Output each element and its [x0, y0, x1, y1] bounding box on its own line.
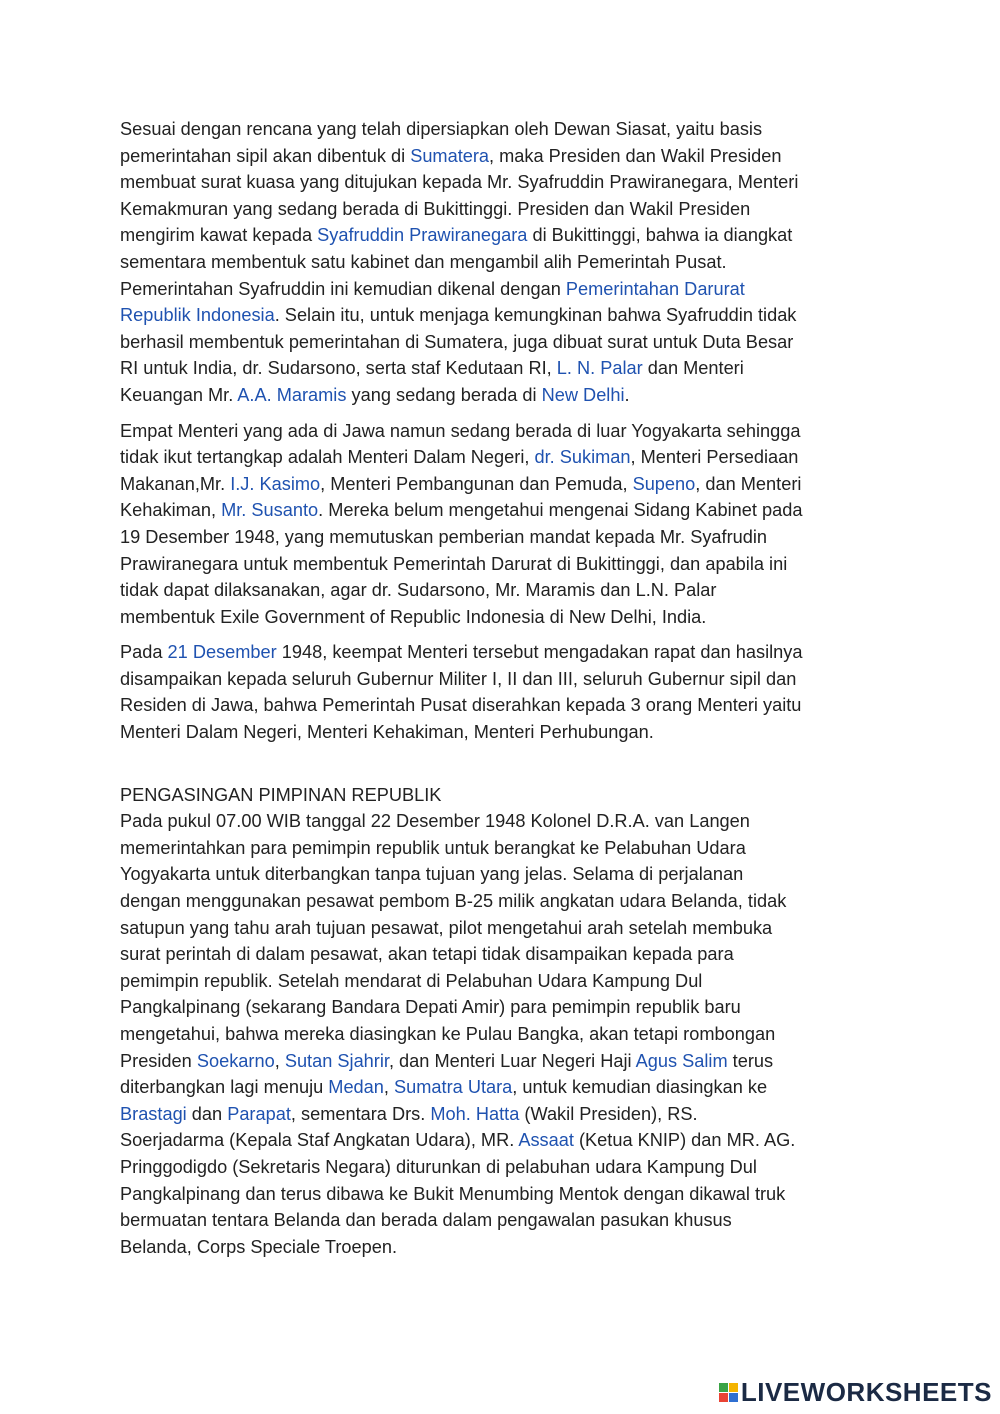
- text-run: Pangkalpinang (sekarang Bandara Depati Amir) para pemimpin republik baru: [120, 997, 741, 1018]
- text-line: [120, 249, 892, 276]
- text-run: membuat surat kuasa yang ditujukan kepada Mr. Syafruddin Prawiranegara, Menteri: [120, 172, 799, 193]
- logo-square-red: [719, 1393, 728, 1402]
- text-line: [120, 604, 892, 631]
- text-line: [120, 994, 892, 1021]
- hyperlink[interactable]: Syafruddin Prawiranegara: [317, 225, 528, 246]
- text-line: [120, 968, 892, 995]
- text-run: membentuk Exile Government of Republic Indonesia di New Delhi, India.: [120, 606, 707, 627]
- text-run: , dan Menteri Luar Negeri Haji: [388, 1050, 636, 1071]
- text-line: [120, 1181, 892, 1208]
- text-run: , sementara Drs.: [290, 1103, 431, 1124]
- text-line: [120, 551, 892, 578]
- text-run: diterbangkan lagi menuju: [120, 1077, 329, 1098]
- hyperlink[interactable]: A.A. Maramis: [237, 384, 347, 405]
- text-line: [120, 196, 892, 223]
- text-line: [120, 1154, 892, 1181]
- hyperlink[interactable]: Soekarno: [196, 1050, 275, 1071]
- hyperlink[interactable]: Republik Indonesia: [120, 305, 275, 326]
- text-run: surat perintah di dalam pesawat, akan tetapi tidak disampaikan kepada para: [120, 944, 734, 965]
- text-line: [120, 444, 892, 471]
- text-line: [120, 302, 892, 329]
- text-run: (Wakil Presiden), RS.: [519, 1103, 698, 1124]
- hyperlink[interactable]: 21 Desember: [167, 642, 277, 663]
- paragraph: [120, 116, 892, 409]
- hyperlink[interactable]: Sumatera: [410, 145, 490, 166]
- hyperlink[interactable]: I.J. Kasimo: [230, 473, 321, 494]
- text-line: [120, 915, 892, 942]
- text-line: [120, 692, 892, 719]
- text-line: [120, 329, 892, 356]
- text-run: ,: [274, 1050, 285, 1071]
- liveworksheets-logo-icon: [719, 1383, 738, 1402]
- hyperlink[interactable]: Medan: [328, 1077, 384, 1098]
- hyperlink[interactable]: Supeno: [632, 473, 696, 494]
- text-run: satupun yang tahu arah tujuan pesawat, pilot mengetahui arah setelah membuka: [120, 917, 773, 938]
- hyperlink[interactable]: Sutan Sjahrir: [284, 1050, 389, 1071]
- text-run: tidak dapat dilaksanakan, agar dr. Sudarsono, Mr. Maramis dan L.N. Palar: [120, 580, 717, 601]
- text-line: [120, 1234, 892, 1261]
- hyperlink[interactable]: New Delhi: [541, 384, 625, 405]
- text-line: [120, 497, 892, 524]
- text-line: [120, 116, 892, 143]
- text-line: [120, 666, 892, 693]
- text-run: Pada pukul 07.00 WIB tanggal 22 Desember 1948 Kolonel D.R.A. van Langen: [120, 811, 750, 832]
- text-run: dengan menggunakan pesawat pembom B-25 milik angkatan udara Belanda, tidak: [120, 891, 787, 912]
- text-line: [120, 1101, 892, 1128]
- hyperlink[interactable]: L. N. Palar: [556, 358, 643, 379]
- text-line: [120, 861, 892, 888]
- text-line: [120, 524, 892, 551]
- text-line: [120, 888, 892, 915]
- text-run: Pangkalpinang dan terus dibawa ke Bukit Menumbing Mentok dengan dikawal truk: [120, 1183, 786, 1204]
- hyperlink[interactable]: Brastagi: [120, 1103, 187, 1124]
- text-line: [120, 577, 892, 604]
- logo-square-green: [719, 1383, 728, 1392]
- text-run: mengirim kawat kepada: [120, 225, 318, 246]
- text-line: [120, 1021, 892, 1048]
- text-run: memerintahkan para pemimpin republik untuk berangkat ke Pelabuhan Udara: [120, 837, 746, 858]
- text-run: Presiden: [120, 1050, 197, 1071]
- text-run: mengetahui, bahwa mereka diasingkan ke Pulau Bangka, akan tetapi rombongan: [120, 1024, 776, 1044]
- text-run: Makanan,Mr.: [120, 473, 231, 494]
- text-run: Yogyakarta untuk diterbangkan tanpa tujuan yang jelas. Selama di perjalanan: [120, 864, 744, 885]
- text-run: . Selain itu, untuk menjaga kemungkinan bahwa Syafruddin tidak: [274, 305, 797, 326]
- text-run: Kemakmuran yang sedang berada di Bukittinggi. Presiden dan Wakil Presiden: [120, 198, 751, 219]
- text-run: tidak ikut tertangkap adalah Menteri Dalam Negeri,: [120, 447, 535, 468]
- text-run: , untuk kemudian diasingkan ke: [512, 1077, 768, 1098]
- text-run: disampaikan kepada seluruh Gubernur Militer I, II dan III, seluruh Gubernur sipil dan: [120, 668, 797, 689]
- text-run: ,: [383, 1077, 395, 1098]
- text-run: di Bukittinggi, bahwa ia diangkat: [527, 225, 793, 246]
- text-line: [120, 1207, 892, 1234]
- text-line: [120, 941, 892, 968]
- liveworksheets-logo[interactable]: [719, 1377, 992, 1408]
- text-run: dan: [186, 1103, 228, 1124]
- text-run: . Mereka belum mengetahui mengenai Sidang Kabinet pada: [318, 500, 803, 521]
- text-line: [120, 808, 892, 835]
- hyperlink[interactable]: Moh. Hatta: [430, 1103, 520, 1124]
- text-line: [120, 639, 892, 666]
- text-line: [120, 1074, 892, 1101]
- text-run: , Menteri Pembangunan dan Pemuda,: [320, 473, 633, 494]
- logo-square-yellow: [729, 1383, 738, 1392]
- text-line: [120, 222, 892, 249]
- text-run: , maka Presiden dan Wakil Presiden: [489, 145, 782, 166]
- section-paragraph: [120, 808, 892, 1260]
- text-run: berhasil membentuk pemerintahan di Sumatera, juga dibuat surat untuk Duta Besar: [120, 331, 794, 352]
- text-run: pemimpin republik. Setelah mendarat di Pelabuhan Udara Kampung Dul: [120, 970, 703, 991]
- text-run: bermuatan tentara Belanda dan berada dalam pengawalan pasukan khusus: [120, 1210, 732, 1231]
- text-run: .: [624, 384, 630, 405]
- hyperlink[interactable]: Sumatra Utara: [394, 1077, 513, 1098]
- text-run: Pada: [120, 642, 168, 663]
- paragraph: [120, 639, 892, 745]
- hyperlink[interactable]: dr. Sukiman: [534, 447, 631, 468]
- hyperlink[interactable]: Assaat: [518, 1130, 574, 1151]
- text-run: Keuangan Mr.: [120, 384, 238, 405]
- text-run: (Ketua KNIP) dan MR. AG.: [573, 1130, 796, 1151]
- text-run: pemerintahan sipil akan dibentuk di: [120, 145, 411, 166]
- text-run: Prawiranegara untuk membentuk Pemerintah Darurat di Bukittinggi, dan apabila ini: [120, 553, 788, 574]
- text-line: [120, 1048, 892, 1075]
- logo-text: LIVEWORKSHEETS: [740, 1377, 992, 1407]
- document-page: [120, 116, 892, 1260]
- text-run: Belanda, Corps Speciale Troepen.: [120, 1236, 398, 1257]
- text-line: [120, 382, 892, 409]
- text-run: sementara membentuk satu kabinet dan mengambil alih Pemerintah Pusat.: [120, 251, 727, 272]
- body-paragraphs: [120, 116, 892, 746]
- text-run: Soerjadarma (Kepala Staf Angkatan Udara), MR.: [120, 1130, 519, 1151]
- hyperlink[interactable]: Mr. Susanto: [221, 500, 319, 521]
- text-run: Pringgodigdo (Sekretaris Negara) diturunkan di pelabuhan udara Kampung Dul: [120, 1156, 757, 1177]
- text-line: [120, 143, 892, 170]
- text-line: [120, 835, 892, 862]
- text-run: Kehakiman,: [120, 500, 222, 521]
- text-line: [120, 276, 892, 303]
- hyperlink[interactable]: Parapat: [227, 1103, 291, 1124]
- text-run: , dan Menteri: [695, 473, 802, 494]
- paragraph: [120, 418, 892, 631]
- section-heading: PENGASINGAN PIMPINAN REPUBLIK: [120, 784, 442, 805]
- text-line: [120, 471, 892, 498]
- text-line: [120, 719, 892, 746]
- hyperlink[interactable]: Pemerintahan Darurat: [565, 278, 745, 299]
- text-run: 1948, keempat Menteri tersebut mengadakan rapat dan hasilnya: [276, 642, 803, 663]
- text-run: 19 Desember 1948, yang memutuskan pemberian mandat kepada Mr. Syafrudin: [120, 526, 768, 547]
- text-line: [120, 169, 892, 196]
- text-run: Menteri Dalam Negeri, Menteri Kehakiman, Menteri Perhubungan.: [120, 722, 654, 743]
- text-line: [120, 418, 892, 445]
- text-run: dan Menteri: [642, 358, 744, 379]
- text-line: [120, 1127, 892, 1154]
- text-run: yang sedang berada di: [346, 384, 542, 405]
- text-run: RI untuk India, dr. Sudarsono, serta staf Kedutaan RI,: [120, 358, 557, 379]
- hyperlink[interactable]: Agus Salim: [635, 1050, 728, 1071]
- text-run: Sesuai dengan rencana yang telah dipersiapkan oleh Dewan Siasat, yaitu basis: [120, 119, 763, 139]
- text-run: Residen di Jawa, bahwa Pemerintah Pusat diserahkan kepada 3 orang Menteri yaitu: [120, 695, 802, 716]
- logo-square-blue: [729, 1393, 738, 1402]
- text-run: terus: [727, 1050, 774, 1071]
- text-run: Pemerintahan Syafruddin ini kemudian dikenal dengan: [120, 278, 566, 299]
- text-line: [120, 355, 892, 382]
- text-run: Empat Menteri yang ada di Jawa namun sedang berada di luar Yogyakarta sehingga: [120, 420, 801, 441]
- text-run: , Menteri Persediaan: [630, 447, 799, 468]
